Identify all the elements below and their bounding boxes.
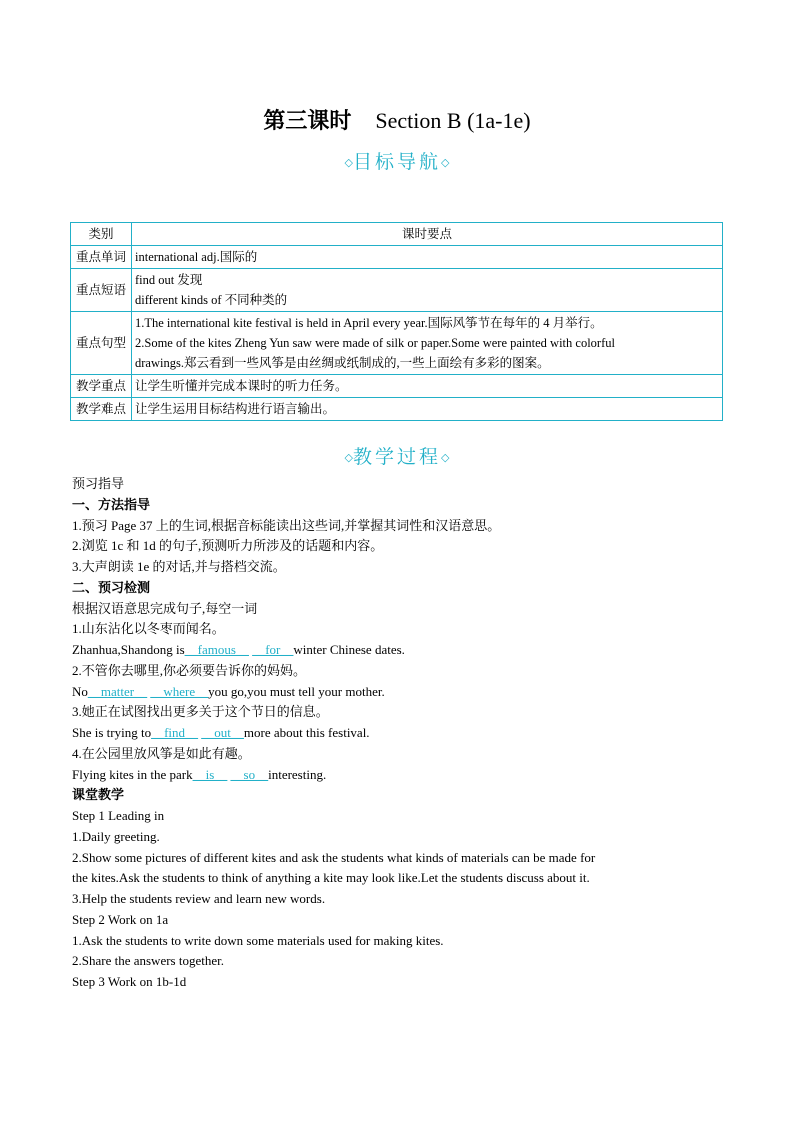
text-line: 一、方法指导	[72, 496, 151, 512]
sentence-text: more about this festival.	[243, 725, 370, 740]
content-line: different kinds of 不同种类的	[135, 293, 288, 307]
diamond-icon: ◇	[344, 156, 353, 169]
section-heading-process-text: 教学过程	[352, 446, 441, 468]
text-line: 课堂教学	[72, 787, 125, 803]
text-line: Step 2 Work on 1a	[72, 911, 169, 927]
text-line: 2.不管你去哪里,你必须要告诉你的妈妈。	[72, 662, 307, 678]
answer-blank: __where__	[150, 683, 209, 699]
row-label: 重点短语	[71, 269, 132, 312]
row-content	[132, 269, 723, 312]
table-row	[71, 398, 723, 421]
sentence-text: Flying kites in the park	[72, 766, 193, 782]
title-english: Section B (1a-1e)	[375, 108, 531, 133]
fill-in-sentence	[72, 640, 722, 661]
text-line: 3.Help the students review and learn new words.	[72, 891, 326, 906]
title-chinese: 第三课时	[263, 108, 352, 133]
row-content	[132, 375, 723, 398]
fill-in-sentence	[72, 682, 722, 703]
row-content	[132, 398, 723, 421]
text-line: 4.在公园里放风筝是如此有趣。	[72, 745, 251, 761]
content-line: find out 发现	[135, 273, 203, 287]
body-text	[72, 474, 722, 993]
text-line: 2.Share the answers together.	[72, 953, 224, 969]
text-line: 2.浏览 1c 和 1d 的句子,预测听力所涉及的话题和内容。	[72, 538, 384, 554]
text-line: 3.她正在试图找出更多关于这个节日的信息。	[72, 704, 329, 720]
text-line: 2.Show some pictures of different kites and ask the students what kinds of materials can be made for	[72, 849, 596, 865]
table-row	[71, 269, 723, 312]
table-row	[71, 312, 723, 375]
page-title	[0, 104, 794, 135]
answer-blank: __out__	[201, 725, 244, 740]
row-label: 重点句型	[71, 312, 132, 375]
text-line: 根据汉语意思完成句子,每空一词	[72, 600, 258, 616]
answer-blank: __for__	[252, 642, 294, 657]
section-heading-goals	[0, 147, 794, 174]
text-line: the kites.Ask the students to think of anything a kite may look like.Let the students discuss about it.	[72, 870, 590, 886]
text-line: Step 1 Leading in	[72, 808, 165, 823]
content-line: international adj.国际的	[135, 250, 258, 264]
section-heading-process	[0, 442, 794, 469]
goals-table	[70, 222, 723, 421]
sentence-text: interesting.	[268, 766, 327, 782]
content-line: 让学生运用目标结构进行语言输出。	[135, 402, 336, 416]
text-line: 预习指导	[72, 476, 125, 491]
text-line: 3.大声朗读 1e 的对话,并与搭档交流。	[72, 559, 286, 574]
content-line: 1.The international kite festival is held in April every year.国际风筝节在每年的 4 月举行。	[135, 316, 603, 330]
fill-in-sentence	[72, 723, 722, 744]
section-heading-goals-text: 目标导航	[352, 151, 441, 173]
header-key-points: 课时要点	[132, 223, 723, 246]
diamond-icon: ◇	[441, 156, 450, 169]
row-content	[132, 246, 723, 269]
text-line: 1.山东沾化以冬枣而闻名。	[72, 621, 225, 637]
sentence-text: winter Chinese dates.	[293, 642, 405, 657]
sentence-text: No	[72, 683, 88, 699]
answer-blank: __so__	[230, 766, 269, 782]
row-label: 教学重点	[71, 375, 132, 398]
content-line: 2.Some of the kites Zheng Yun saw were made of silk or paper.Some were painted with colorful	[135, 336, 615, 350]
content-line: 让学生听懂并完成本课时的听力任务。	[135, 379, 348, 393]
sentence-text: She is trying to	[72, 725, 152, 740]
text-line: 1.Ask the students to write down some materials used for making kites.	[72, 932, 444, 948]
fill-in-sentence	[72, 765, 722, 786]
text-line: 1.Daily greeting.	[72, 828, 160, 844]
row-label: 教学难点	[71, 398, 132, 421]
row-content	[132, 312, 723, 375]
answer-blank: __is__	[192, 766, 228, 782]
text-line: Step 3 Work on 1b-1d	[72, 974, 187, 989]
table-row	[71, 246, 723, 269]
content-line: drawings.郑云看到一些风筝是由丝绸或纸制成的,一些上面绘有多彩的图案。	[135, 356, 550, 370]
answer-blank: __matter__	[87, 683, 148, 699]
text-line: 1.预习 Page 37 上的生词,根据音标能读出这些词,并掌握其词性和汉语意思。	[72, 517, 501, 533]
table-row	[71, 375, 723, 398]
row-label: 重点单词	[71, 246, 132, 269]
diamond-icon: ◇	[344, 451, 353, 464]
text-line: 二、预习检测	[72, 579, 151, 595]
answer-blank: __find__	[151, 725, 199, 740]
table-header-row	[71, 223, 723, 246]
answer-blank: __famous__	[184, 642, 249, 657]
sentence-text: you go,you must tell your mother.	[208, 683, 385, 699]
sentence-text: Zhanhua,Shandong is	[72, 642, 185, 657]
diamond-icon: ◇	[441, 451, 450, 464]
header-category: 类别	[71, 223, 132, 246]
